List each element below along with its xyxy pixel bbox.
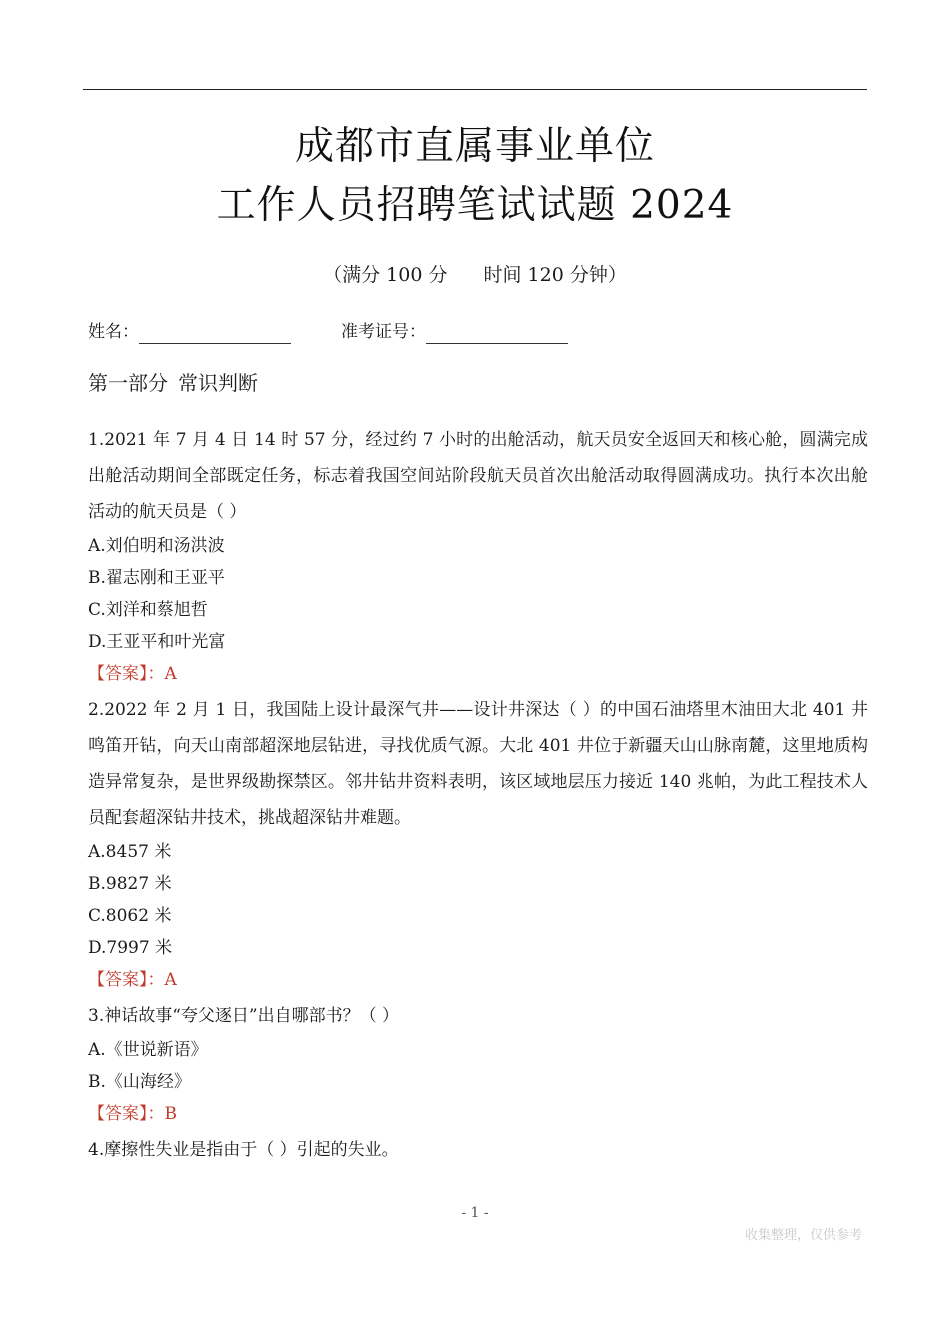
top-rule xyxy=(83,89,867,90)
question-text: 1.2021 年 7 月 4 日 14 时 57 分，经过约 7 小时的出舱活动，航天员安全返回天和核心舱，圆满完成出舱活动期间全部既定任务，标志着我国空间站阶段航天员首次出舱活动取得圆满成功。执行本次出舱活动的航天员是（ ） xyxy=(88,430,868,522)
time-info: 时间 120 分钟） xyxy=(483,264,627,286)
answer: 【答案】：B xyxy=(88,1104,177,1124)
name-label: 姓名： xyxy=(88,322,139,342)
answer: 【答案】：A xyxy=(88,664,177,684)
option-b: B.《山海经》 xyxy=(88,1072,191,1092)
exam-info xyxy=(0,262,950,288)
title-line-1: 成都市直属事业单位 xyxy=(294,124,655,169)
question-2 xyxy=(88,692,868,996)
section-part: 第一部分 xyxy=(88,371,168,395)
question-text: 3.神话故事“夸父逐日”出自哪部书？（ ） xyxy=(88,1006,400,1026)
exam-no-blank[interactable] xyxy=(426,325,568,344)
option-a: A.刘伯明和汤洪波 xyxy=(88,536,225,556)
section-heading xyxy=(88,369,258,397)
section-name: 常识判断 xyxy=(178,371,258,395)
question-4 xyxy=(88,1132,868,1168)
option-a: A.《世说新语》 xyxy=(88,1040,208,1060)
name-blank[interactable] xyxy=(139,325,291,344)
option-a: A.8457 米 xyxy=(88,842,172,862)
title-line-2: 工作人员招聘笔试试题 2024 xyxy=(216,183,734,228)
option-b: B.9827 米 xyxy=(88,874,172,894)
question-1 xyxy=(88,422,868,690)
question-3 xyxy=(88,998,868,1130)
option-b: B.翟志刚和王亚平 xyxy=(88,568,225,588)
option-d: D.7997 米 xyxy=(88,938,173,958)
footer-note: 收集整理，仅供参考 xyxy=(744,1228,862,1243)
answer: 【答案】：A xyxy=(88,970,177,990)
question-text: 4.摩擦性失业是指由于（ ）引起的失业。 xyxy=(88,1140,399,1160)
question-list xyxy=(88,422,868,1170)
exam-no-label: 准考证号： xyxy=(341,322,426,342)
question-text: 2.2022 年 2 月 1 日，我国陆上设计最深气井——设计井深达（ ）的中国石油塔里木油田大北 401 井鸣笛开钻，向天山南部超深地层钻进，寻找优质气源。大北 401 井位于新疆天山山脉南麓，这里地质构造异常复杂，是世界级勘探禁区。邻井钻井资料表明，该区域地层压力接近 140 兆帕，为此工程技术人员配套超深钻井技术，挑战超深钻井难题。 xyxy=(88,700,868,828)
page-number: - 1 - xyxy=(461,1205,489,1221)
option-d: D.王亚平和叶光富 xyxy=(88,632,226,652)
option-c: C.8062 米 xyxy=(88,906,172,926)
score-info: （满分 100 分 xyxy=(323,264,448,286)
option-c: C.刘洋和蔡旭哲 xyxy=(88,600,208,620)
candidate-fields xyxy=(88,320,568,344)
